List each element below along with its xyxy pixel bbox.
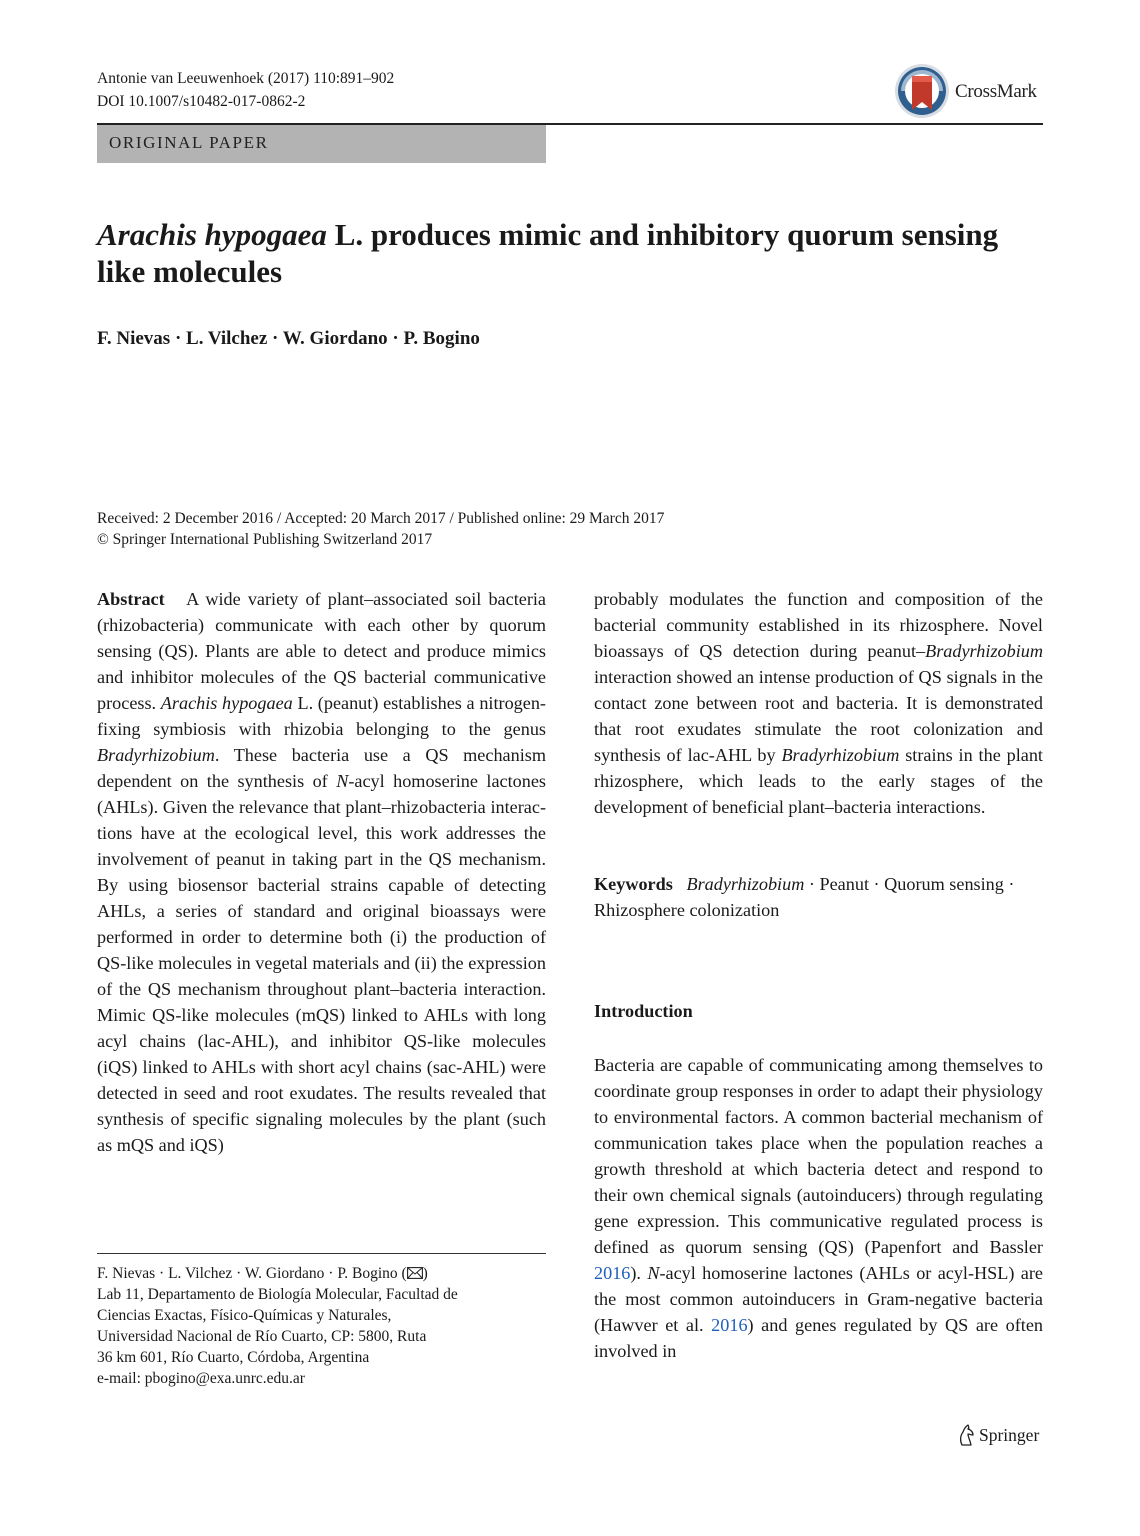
crossmark-icon: [893, 62, 951, 120]
author-affiliation: [97, 1263, 546, 1389]
paper-title: [97, 216, 1037, 290]
publication-history: [97, 508, 664, 550]
springer-horse-icon: [956, 1423, 976, 1447]
publisher-label: Springer: [979, 1425, 1040, 1445]
history-dates: Received: 2 December 2016 / Accepted: 20 March 2017 / Published online: 29 March 2017: [97, 510, 665, 527]
abstract-right: [594, 586, 1043, 820]
introduction-heading: Introduction: [594, 1001, 693, 1021]
abstract-text: strains in the plant rhizosphere, which leads to the early stages of the development of beneficial plant–bacteria interactions.: [594, 745, 1043, 817]
keywords-heading: Keywords: [594, 874, 673, 894]
citation-link[interactable]: 2016: [594, 1263, 631, 1283]
abstract-text: probably modulates the function and composition of the bacterial community established in its rhizosphere. Novel bioassays of QS detection during peanut–: [594, 589, 1043, 661]
article-type-banner: [97, 125, 546, 163]
journal-header: [97, 67, 394, 113]
affiliation-line: Universidad Nacional de Río Cuarto, CP: 5800, Ruta: [97, 1328, 427, 1345]
footnote-authors: F. Nievas · L. Vilchez · W. Giordano · P. Bogino (: [97, 1265, 407, 1282]
affiliation-line: Ciencias Exactas, Físico-Químicas y Naturales,: [97, 1307, 392, 1324]
intro-text: Bacteria are capable of communicating among themselves to coordinate group responses in order to adapt their physiology to environmental factors. A common bacterial mechanism of communication takes place when the population reaches a growth threshold at which bacteria detect and respond to their own chemical signals (autoinducers) through regulating gene expression. This communicative regulated process is defined as quorum sensing (QS) (Papenfort and Bassler: [594, 1055, 1043, 1257]
keywords-rest: · Peanut · Quorum sensing · Rhizosphere colonization: [594, 874, 1015, 920]
abstract-italic: Bradyrhizobium: [781, 745, 900, 765]
abstract-heading: Abstract: [97, 589, 165, 609]
affiliation-line: 36 km 601, Río Cuarto, Córdoba, Argentina: [97, 1349, 370, 1366]
intro-italic: N: [647, 1263, 660, 1283]
abstract-text: L. (peanut) establishes a nitrogen-fixing symbiosis with rhizobia belonging to the genus: [97, 693, 546, 739]
intro-text: -acyl homoserine lactones (AHLs or acyl-HSL) are the most common autoinducers in Gram-negative bacteria (Hawver et al.: [594, 1263, 1044, 1335]
copyright: © Springer International Publishing Switzerland 2017: [97, 531, 433, 548]
introduction-body: [594, 1052, 1043, 1364]
abstract-italic: Bradyrhizobium: [97, 745, 215, 765]
journal-doi: DOI 10.1007/s10482-017-0862-2: [97, 93, 306, 110]
keywords: [594, 871, 1043, 923]
author-email[interactable]: e-mail: pbogino@exa.unrc.edu.ar: [97, 1370, 305, 1387]
title-species: Arachis hypogaea: [97, 217, 327, 252]
article-type-label: ORIGINAL PAPER: [109, 133, 269, 152]
footnote-close: ): [422, 1265, 428, 1282]
intro-text: ) and genes regulated by QS are often involved in: [594, 1315, 1044, 1361]
abstract-text: . These bacteria use a QS mechanism dependent on the synthesis of: [97, 745, 546, 791]
envelope-icon: [407, 1267, 423, 1279]
author-list: F. Nievas · L. Vilchez · W. Giordano · P. Bogino: [97, 328, 480, 349]
journal-citation: Antonie van Leeuwenhoek (2017) 110:891–902: [97, 70, 395, 87]
abstract-italic: Bradyrhizobium: [925, 641, 1043, 661]
abstract-text: A wide variety of plant–associated soil bacteria (rhizobacteria) communicate with each other by quorum sensing (QS). Plants are able to detect and produce mimics and inhibitor molecules of the QS bacterial communicative process.: [97, 589, 547, 713]
crossmark-badge[interactable]: [893, 62, 1043, 120]
affiliation-line: Lab 11, Departamento de Biología Molecular, Facultad de: [97, 1286, 458, 1303]
abstract-italic: Arachis hypogaea: [160, 693, 293, 713]
citation-link[interactable]: 2016: [711, 1315, 748, 1335]
publisher-logo: [956, 1423, 1046, 1449]
abstract-italic: N: [336, 771, 349, 791]
title-rest: L. produces mimic and inhibitory quorum sensing like molecules: [97, 217, 999, 289]
abstract-text: interaction showed an intense production of QS signals in the contact zone between root and bacteria. It is demonstrated that root exudates stimulate the root colonization and synthesis of lac-AHL by: [594, 667, 1043, 765]
intro-text: ).: [630, 1263, 648, 1283]
keyword-italic: Bradyrhizobium: [686, 874, 805, 894]
abstract-left: [97, 586, 546, 1158]
footnote-rule: [97, 1253, 546, 1254]
abstract-text: -acyl homoserine lactones (AHLs). Given the relevance that plant–rhizobacteria interactions have at the ecological level, this work addresses the involvement of peanut in taking part in the QS mechanism. By using biosensor bacterial strains capable of detecting AHLs, a series of standard and original bioassays were performed in order to determine both (i) the production of QS-like molecules in vegetal materials and (ii) the expression of the QS mechanism throughout plant–bacteria interaction. Mimic QS-like molecules (mQS) linked to AHLs with long acyl chains (lac-AHL), and inhibitor QS-like molecules (iQS) linked to AHLs with short acyl chains (sac-AHL) were detected in seed and root exudates. The results revealed that synthesis of specific signaling molecules by the plant (such as mQS and iQS): [97, 771, 546, 1155]
crossmark-label: CrossMark: [955, 81, 1037, 102]
